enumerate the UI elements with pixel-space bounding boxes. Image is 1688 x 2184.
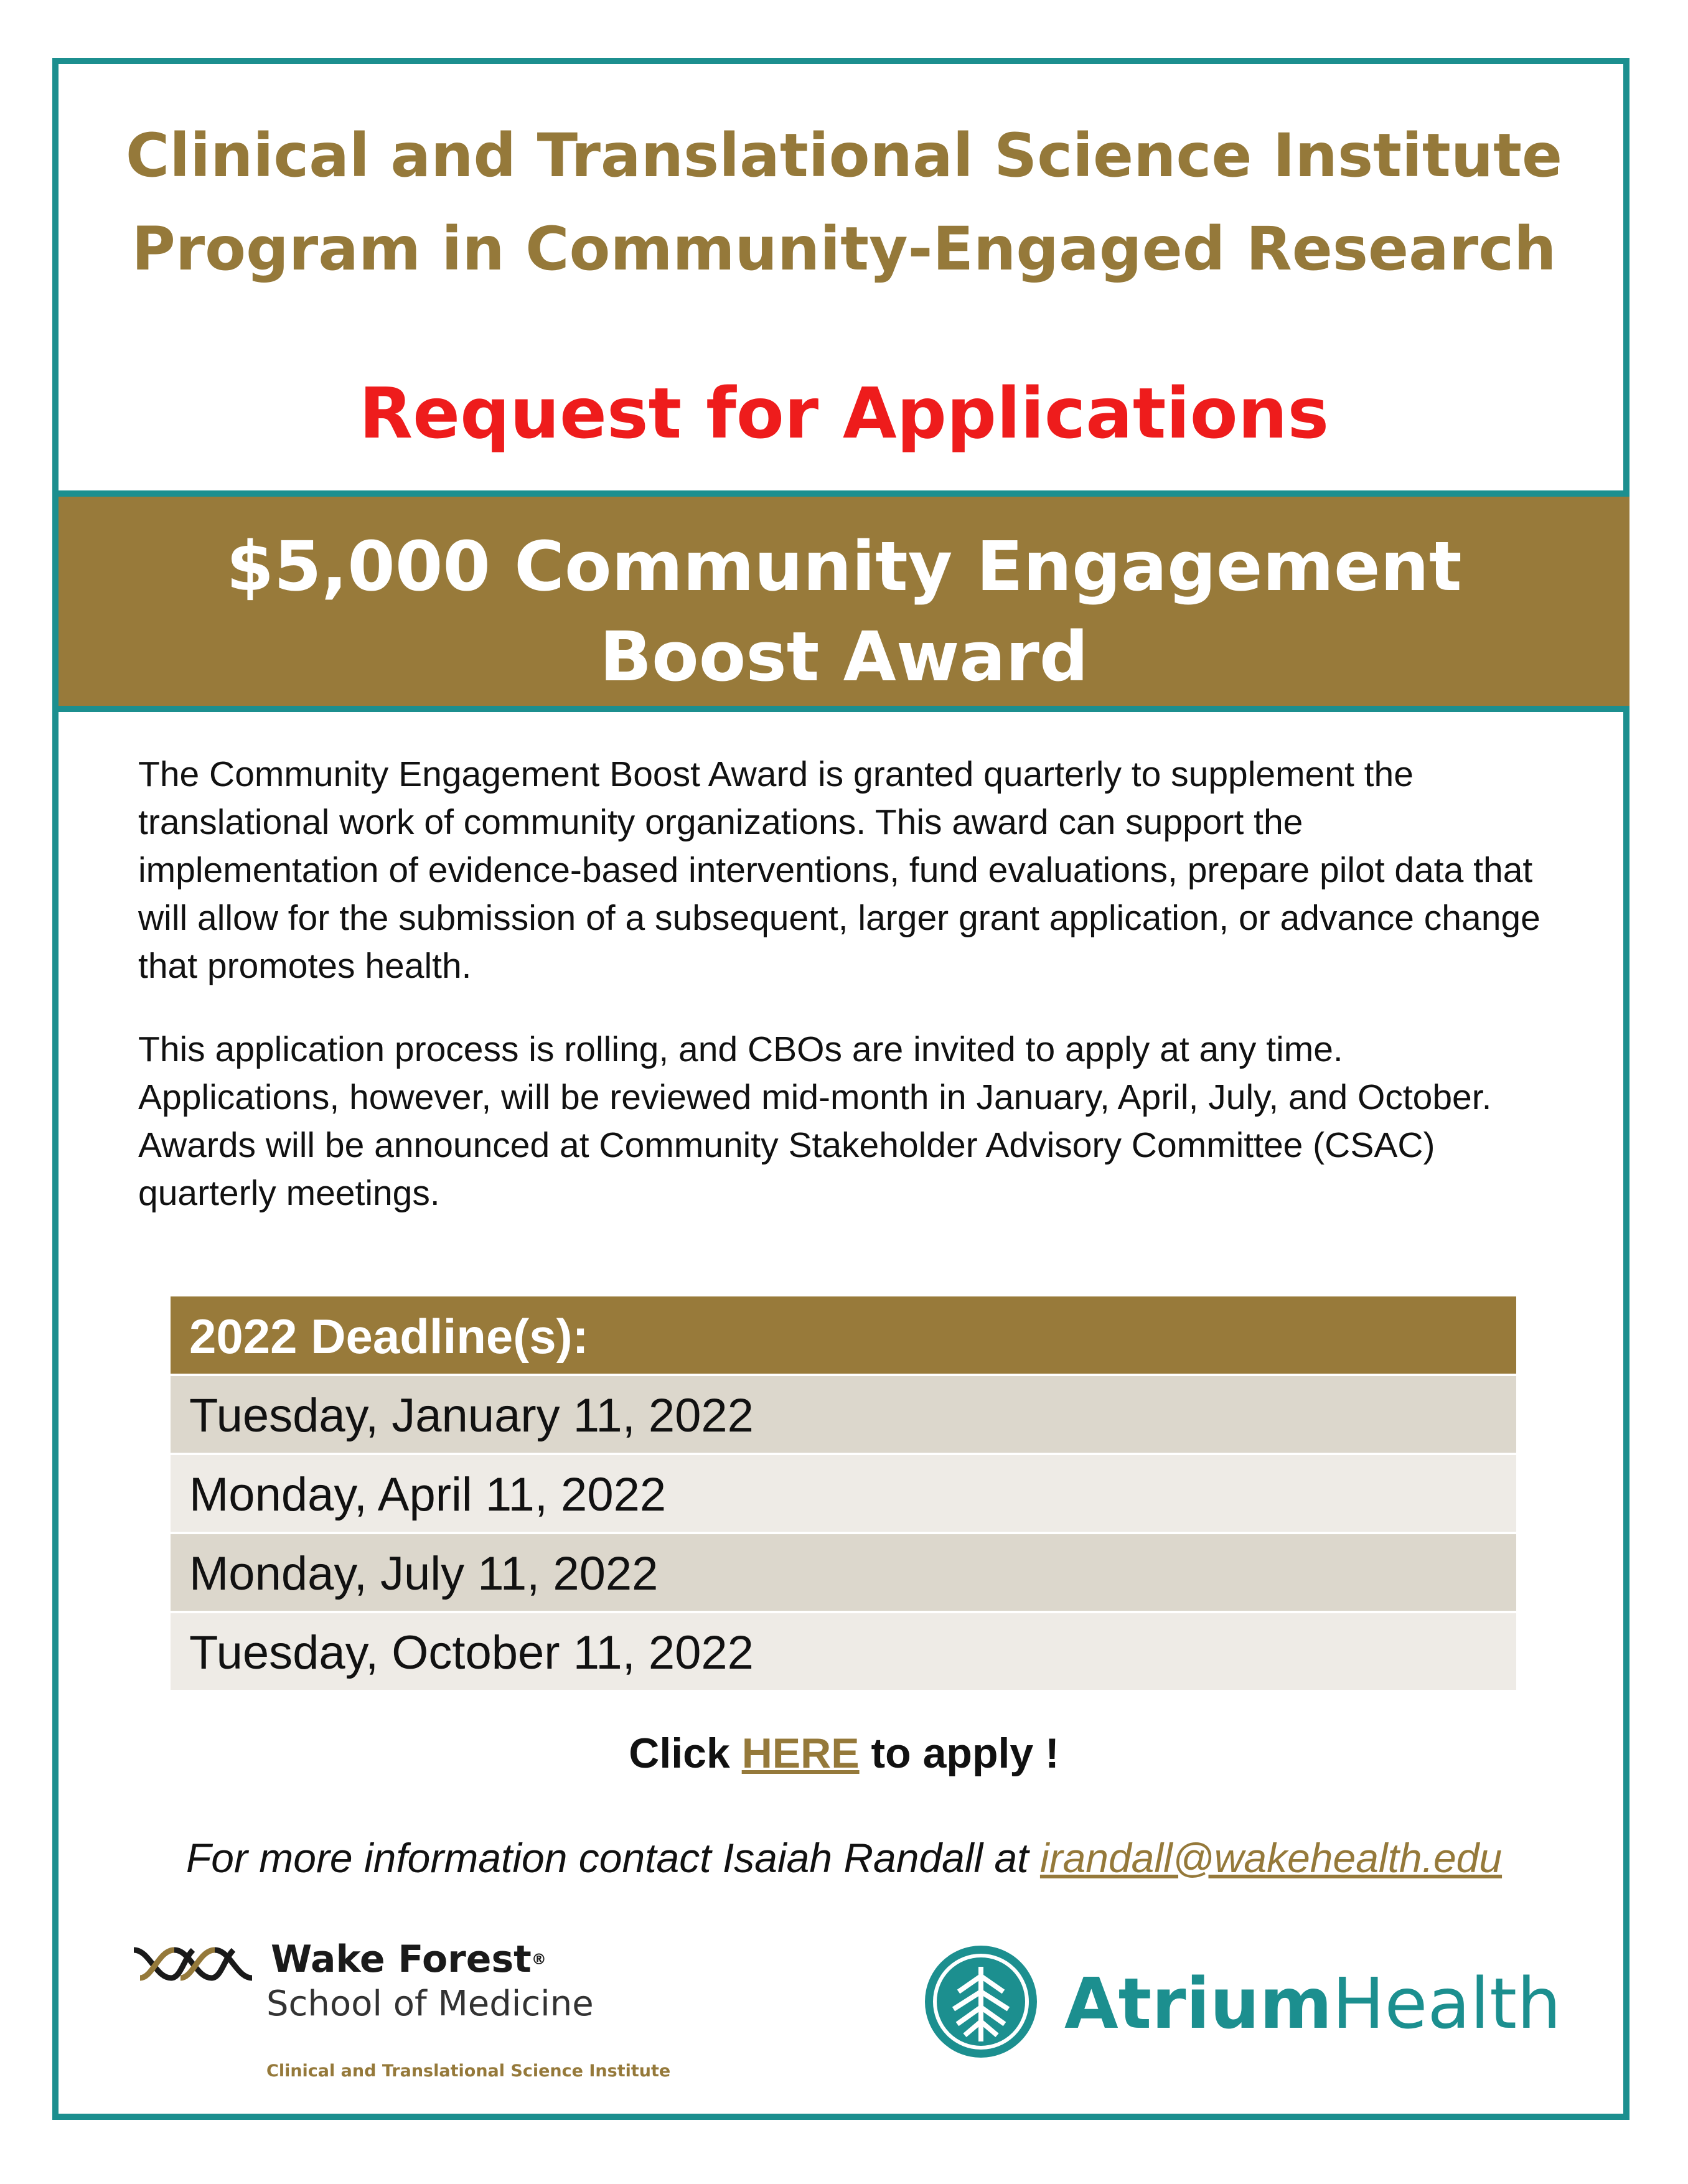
contact-line [52, 1830, 1636, 1886]
page-title [52, 109, 1636, 296]
wake-forest-mark-icon [131, 1941, 255, 1984]
apply-prefix: Click [629, 1730, 730, 1777]
contact-email-link[interactable]: irandall@wakehealth.edu [1039, 1835, 1503, 1881]
request-for-applications-heading: Request for Applications [359, 373, 1329, 454]
apply-callout [52, 1725, 1636, 1781]
apply-link[interactable]: HERE [741, 1730, 860, 1777]
award-title-line-1: $5,000 Community Engagement [226, 527, 1462, 606]
award-banner [59, 490, 1629, 712]
deadlines-table [171, 1296, 1516, 1692]
award-title [59, 522, 1629, 702]
wake-forest-logo [131, 1929, 691, 2091]
wake-forest-ctsi: Clinical and Translational Science Institute [266, 2061, 671, 2081]
wake-forest-school: School of Medicine [266, 1984, 594, 2024]
atrium-health-wordmark: AtriumHealth [1064, 1964, 1562, 2045]
apply-suffix: to apply ! [871, 1730, 1059, 1777]
deadline-row: Tuesday, January 11, 2022 [171, 1376, 1516, 1455]
contact-text: For more information contact Isaiah Randall at [185, 1835, 1029, 1881]
deadline-row: Monday, April 11, 2022 [171, 1455, 1516, 1534]
atrium-health-logo [921, 1942, 1575, 2079]
deadline-row: Tuesday, October 11, 2022 [171, 1613, 1516, 1692]
award-title-line-2: Boost Award [599, 617, 1089, 696]
deadline-row: Monday, July 11, 2022 [171, 1534, 1516, 1613]
title-line-1: Clinical and Translational Science Institute [125, 121, 1563, 190]
atrium-leaf-icon [921, 1942, 1041, 2061]
description-paragraph: The Community Engagement Boost Award is granted quarterly to supplement the translational work of community organizations. This award can support the implementation of evidence-based interventions, fund evaluations, prepare pilot data that will allow for the submission of a subsequent, larger grant application, or advance change that promotes health. [138, 754, 1540, 986]
wake-forest-name: Wake Forest® [271, 1938, 546, 1981]
deadlines-header: 2022 Deadline(s): [171, 1296, 1516, 1376]
process-paragraph: This application process is rolling, and CBOs are invited to apply at any time. Applications, however, will be reviewed mid-month in January, April, July, and October. Awards will be announced at Community Stakeholder Advisory Committee (CSAC) quarterly meetings. [138, 1029, 1492, 1213]
title-line-2: Program in Community-Engaged Research [131, 214, 1557, 284]
